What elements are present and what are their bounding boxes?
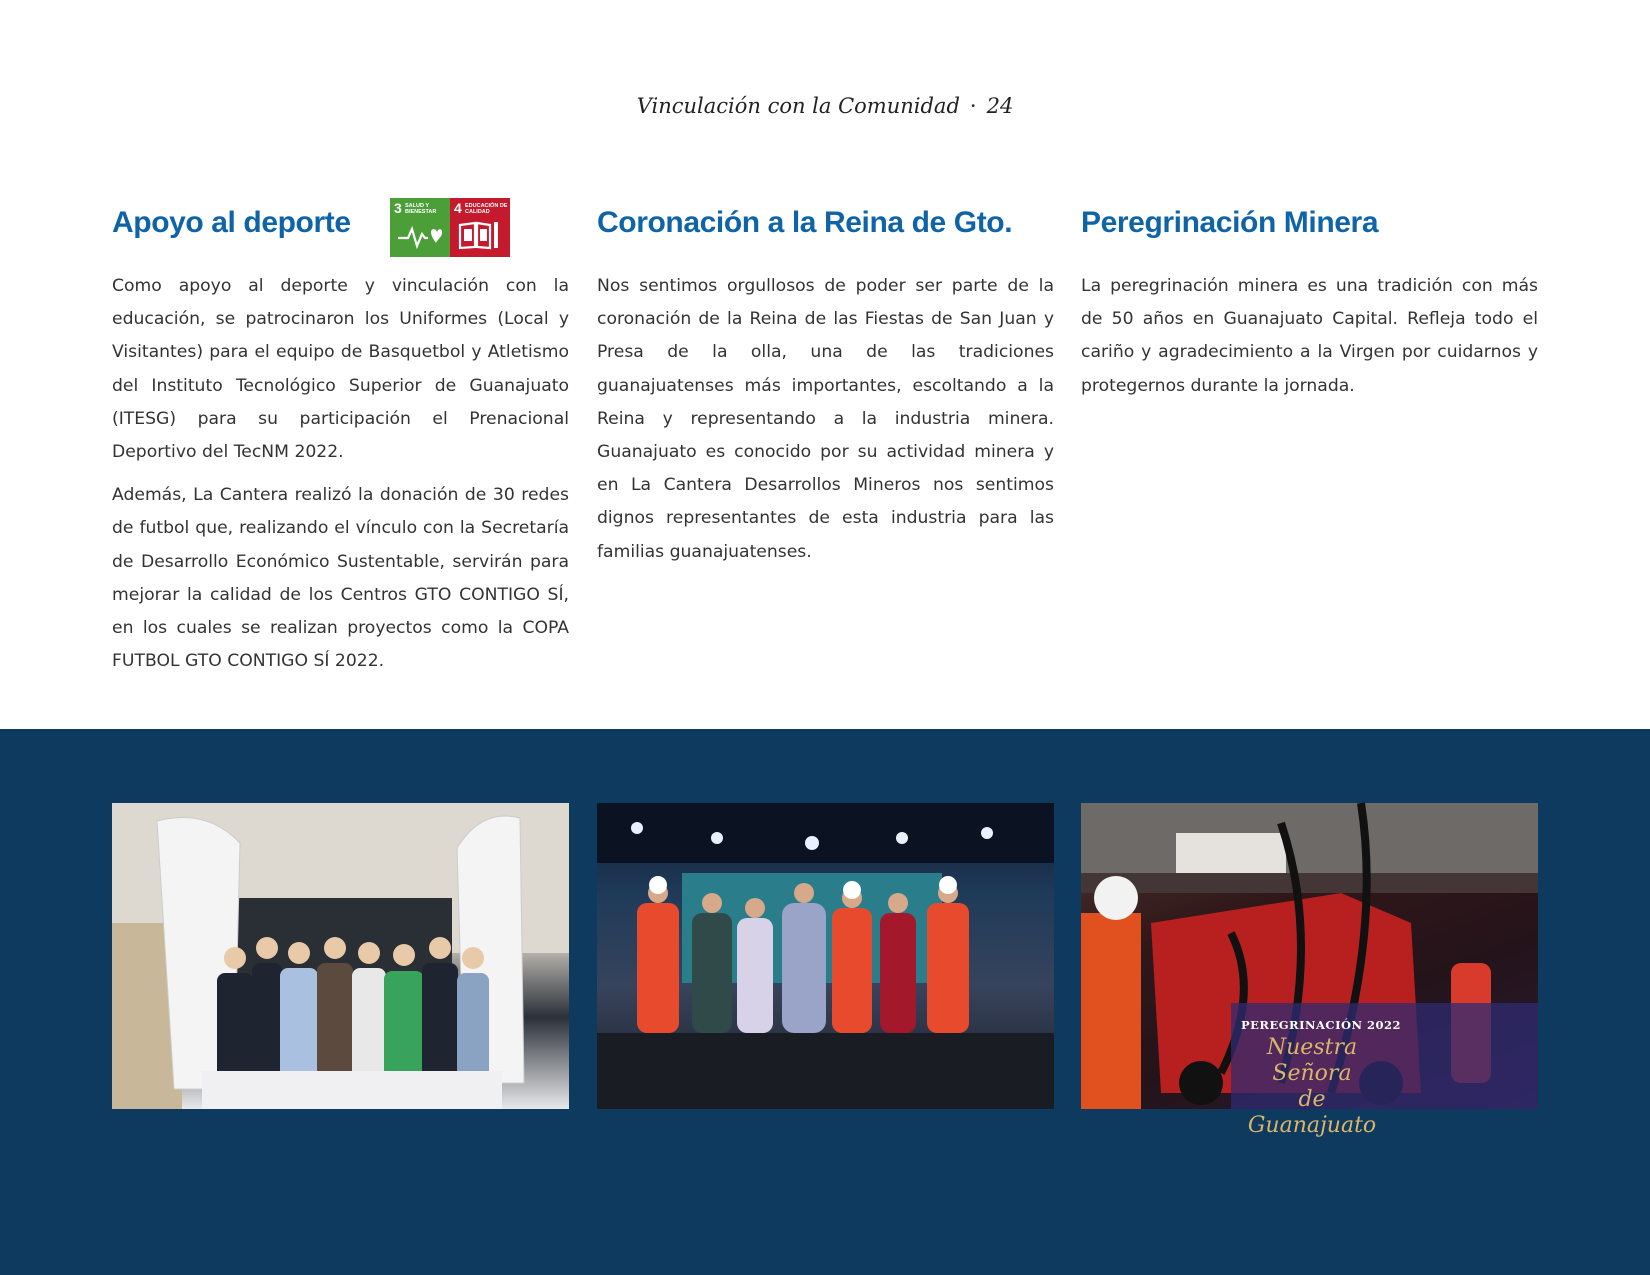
running-header bbox=[0, 94, 1650, 118]
pilgrimage-overlay-title: PEREGRINACIÓN 2022 bbox=[1241, 1018, 1401, 1032]
heartbeat-icon bbox=[398, 220, 442, 250]
pilgrimage-overlay-script bbox=[1237, 1035, 1387, 1139]
column-heading-row bbox=[597, 196, 1054, 256]
sdg-badge-4 bbox=[450, 198, 510, 257]
sdg-number: 4 bbox=[454, 200, 462, 216]
column-paragraph: Además, La Cantera realizó la donación de 30 redes de futbol que, realizando el vínculo con la Secretaría de Desarrollo Económico Sustentable, servirán para mejorar la calidad de los Centros GTO CONTIGO SÍ, en los cuales se realizan proyectos como la COPA FUTBOL GTO CONTIGO SÍ 2022. bbox=[112, 485, 569, 672]
book-icon bbox=[458, 220, 502, 250]
page-number: 24 bbox=[986, 94, 1014, 118]
column-title: Peregrinación Minera bbox=[1081, 206, 1379, 239]
sdg-number: 3 bbox=[394, 200, 402, 216]
column-title: Apoyo al deporte bbox=[112, 206, 351, 239]
column-heading-row bbox=[112, 196, 569, 256]
photo-pilgrimage bbox=[1081, 803, 1538, 1138]
sdg-caption: EDUCACIÓN DE CALIDAD bbox=[465, 203, 508, 215]
column-apoyo-deporte bbox=[112, 196, 569, 678]
header-separator: · bbox=[969, 94, 977, 118]
column-paragraph: Nos sentimos orgullosos de poder ser parte de la coronación de la Reina de las Fiestas de San Juan y Presa de la olla, una de las tradiciones guanajuatenses más importantes, escoltando a la Reina y representando a la industria minera. Guanajuato es conocido por su actividad minera y en La Cantera Desarrollos Mineros nos sentimos dignos representantes de esta industria para las familias guanajuatenses. bbox=[597, 276, 1054, 562]
photo-team-uniforms bbox=[112, 803, 569, 1109]
photo-coronation bbox=[597, 803, 1054, 1109]
column-peregrinacion bbox=[1081, 196, 1538, 403]
overlay-script-line: de Guanajuato bbox=[1247, 1087, 1377, 1138]
column-coronacion bbox=[597, 196, 1054, 569]
overlay-script-line: Nuestra Señora bbox=[1266, 1035, 1358, 1086]
column-heading-row bbox=[1081, 196, 1538, 256]
sdg-badge-3 bbox=[390, 198, 450, 257]
column-paragraph: Como apoyo al deporte y vinculación con la educación, se patrocinaron los Uniformes (Local y Visitantes) para el equipo de Basquetbol y Atletismo del Instituto Tecnológico Superior de Guanajuato (ITESG) para su participación el Prenacional Deportivo del TecNM 2022. bbox=[112, 276, 569, 463]
column-title: Coronación a la Reina de Gto. bbox=[597, 206, 1013, 239]
photo-coronation-illustration bbox=[597, 803, 1054, 1109]
section-title: Vinculación con la Comunidad bbox=[636, 94, 960, 118]
sdg-caption: SALUD Y BIENESTAR bbox=[405, 203, 437, 215]
column-paragraph: La peregrinación minera es una tradición con más de 50 años en Guanajuato Capital. Refleja todo el cariño y agradecimiento a la Virgen por cuidarnos y protegernos durante la jornada. bbox=[1081, 276, 1538, 396]
photo-team-illustration bbox=[112, 803, 569, 1109]
